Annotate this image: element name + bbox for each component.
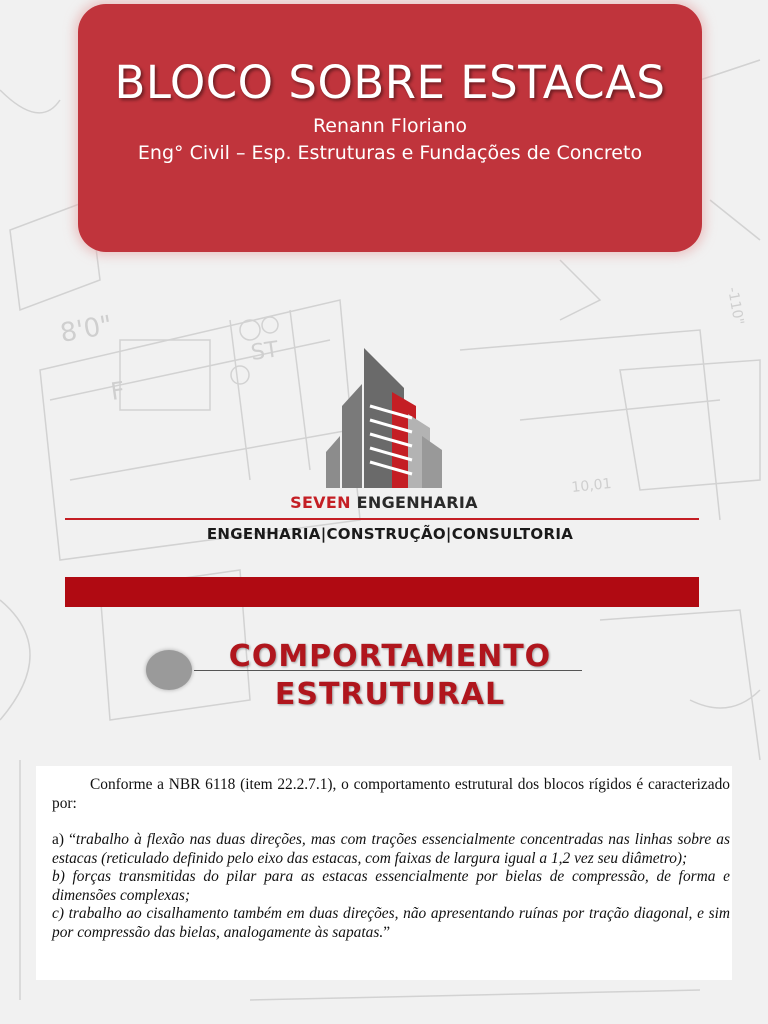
- excerpt-intro: Conforme a NBR 6118 (item 22.2.7.1), o comportamento estrutural dos blocos rígidos é caracterizado por:: [52, 776, 730, 812]
- title-banner: [78, 4, 702, 252]
- excerpt-item-c-suffix: ”: [383, 923, 391, 941]
- presentation-title: BLOCO SOBRE ESTACAS: [114, 56, 666, 109]
- author-name: Renann Floriano: [312, 115, 468, 137]
- section-title-line-1: COMPORTAMENTO: [228, 639, 552, 674]
- section-title-line-2: ESTRUTURAL: [274, 677, 506, 712]
- excerpt-item-c: [52, 905, 730, 942]
- bg-label-number: 10,01: [570, 475, 613, 496]
- company-name: [200, 492, 568, 514]
- excerpt-spacer: [52, 813, 730, 831]
- excerpt-item-a-text: trabalho à flexão nas duas direções, mas com trações essencialmente concentradas nas linhas sobre as estacas (reticulado definido pelo eixo das estacas, com faixas de largura igual a 1,2 vez seu diâmetro);: [52, 831, 730, 867]
- company-name-highlight: SEVEN: [290, 493, 351, 512]
- company-name-rest: ENGENHARIA: [350, 493, 478, 512]
- excerpt-item-c-text: c) trabalho ao cisalhamento também em duas direções, não apresentando ruínas por tração diagonal, e sim por compressão das bielas, analogamente às sapatas.: [52, 905, 730, 941]
- company-services: ENGENHARIA|CONSTRUÇÃO|CONSULTORIA: [206, 525, 574, 543]
- bg-label-measure: -110": [724, 285, 747, 327]
- logo-divider: [65, 518, 699, 520]
- excerpt-item-b: [52, 868, 730, 905]
- bg-label-dimension: 8'0": [58, 310, 115, 349]
- building-logo-icon: [318, 344, 448, 490]
- bg-label-st: ST: [249, 337, 280, 366]
- excerpt-item-a-prefix: a) “: [52, 831, 76, 848]
- bg-label-f: F: [108, 376, 127, 406]
- excerpt-item-b-text: b) forças transmitidas do pilar para as estacas essencialmente por bielas de compressão, de forma e dimensões complexas;: [52, 868, 730, 904]
- section-title: [190, 638, 590, 714]
- decorative-red-bar: [65, 577, 699, 607]
- norm-excerpt: [36, 766, 732, 980]
- section-bullet-icon: [146, 650, 192, 690]
- excerpt-item-a: [52, 831, 730, 868]
- author-credentials: Eng° Civil – Esp. Estruturas e Fundações de Concreto: [137, 142, 643, 164]
